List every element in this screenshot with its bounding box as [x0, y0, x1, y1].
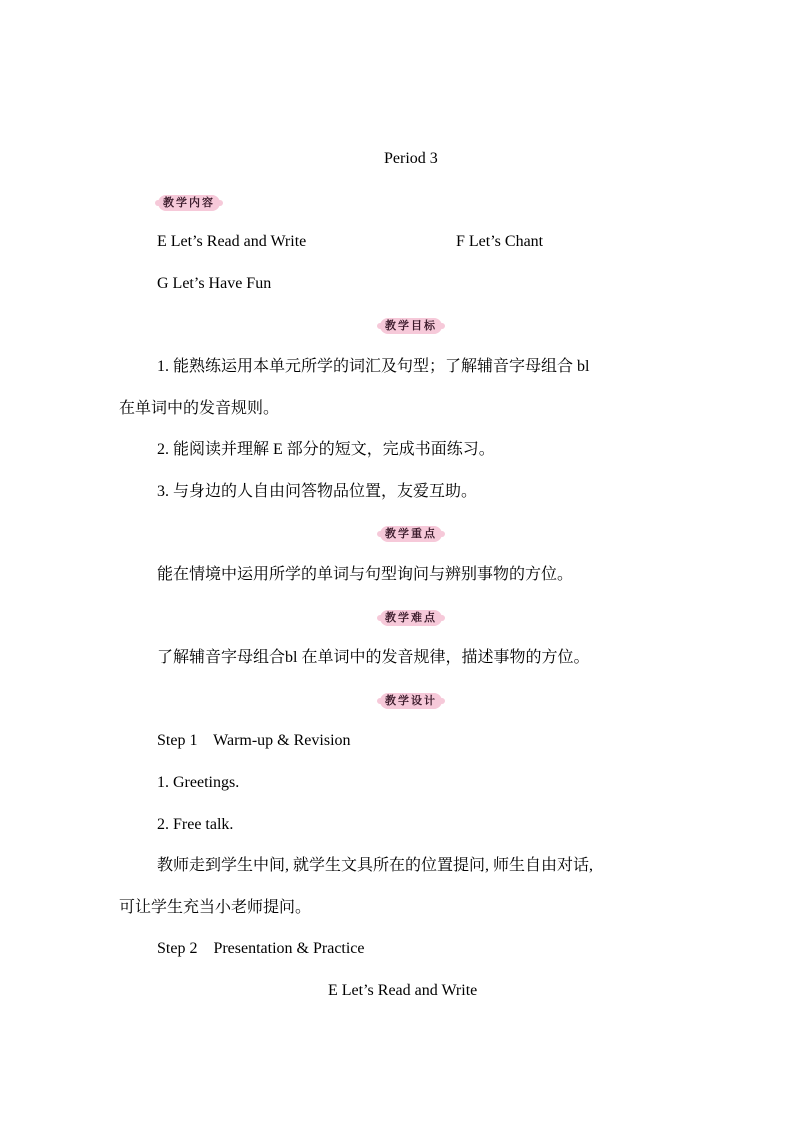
paragraph-line-1: 教师走到学生中间, 就学生文具所在的位置提问, 师生自由对话, [157, 857, 594, 874]
step-1-item-1: 1. Greetings. [157, 774, 240, 791]
step-1-heading: Step 1 Warm-up & Revision [157, 732, 351, 749]
objective-3: 3. 与身边的人自由问答物品位置，友爱互助。 [157, 483, 478, 500]
step-1-item-2: 2. Free talk. [157, 816, 234, 833]
section-badge-content: 教学内容 [158, 195, 220, 211]
objective-1-line-2: 在单词中的发音规则。 [119, 400, 280, 417]
objective-1-line-1: 1. 能熟练运用本单元所学的词汇及句型；了解辅音字母组合 bl [157, 358, 590, 375]
section-badge-difficulties: 教学难点 [380, 610, 442, 626]
objective-2: 2. 能阅读并理解 E 部分的短文，完成书面练习。 [157, 441, 495, 458]
key-points-text: 能在情境中运用所学的单词与句型询问与辨别事物的方位。 [157, 566, 574, 583]
subsection-heading: E Let’s Read and Write [328, 982, 478, 999]
paragraph-line-2: 可让学生充当小老师提问。 [119, 899, 312, 916]
difficulties-text: 了解辅音字母组合bl 在单词中的发音规律，描述事物的方位。 [157, 649, 590, 666]
content-item-g: G Let’s Have Fun [157, 275, 272, 292]
content-item-e: E Let’s Read and Write [157, 233, 307, 250]
section-badge-design: 教学设计 [380, 693, 442, 709]
page-title: Period 3 [384, 150, 438, 167]
section-badge-objectives: 教学目标 [380, 318, 442, 334]
content-item-f: F Let’s Chant [456, 233, 544, 250]
section-badge-key-points: 教学重点 [380, 526, 442, 542]
step-2-heading: Step 2 Presentation & Practice [157, 940, 365, 957]
